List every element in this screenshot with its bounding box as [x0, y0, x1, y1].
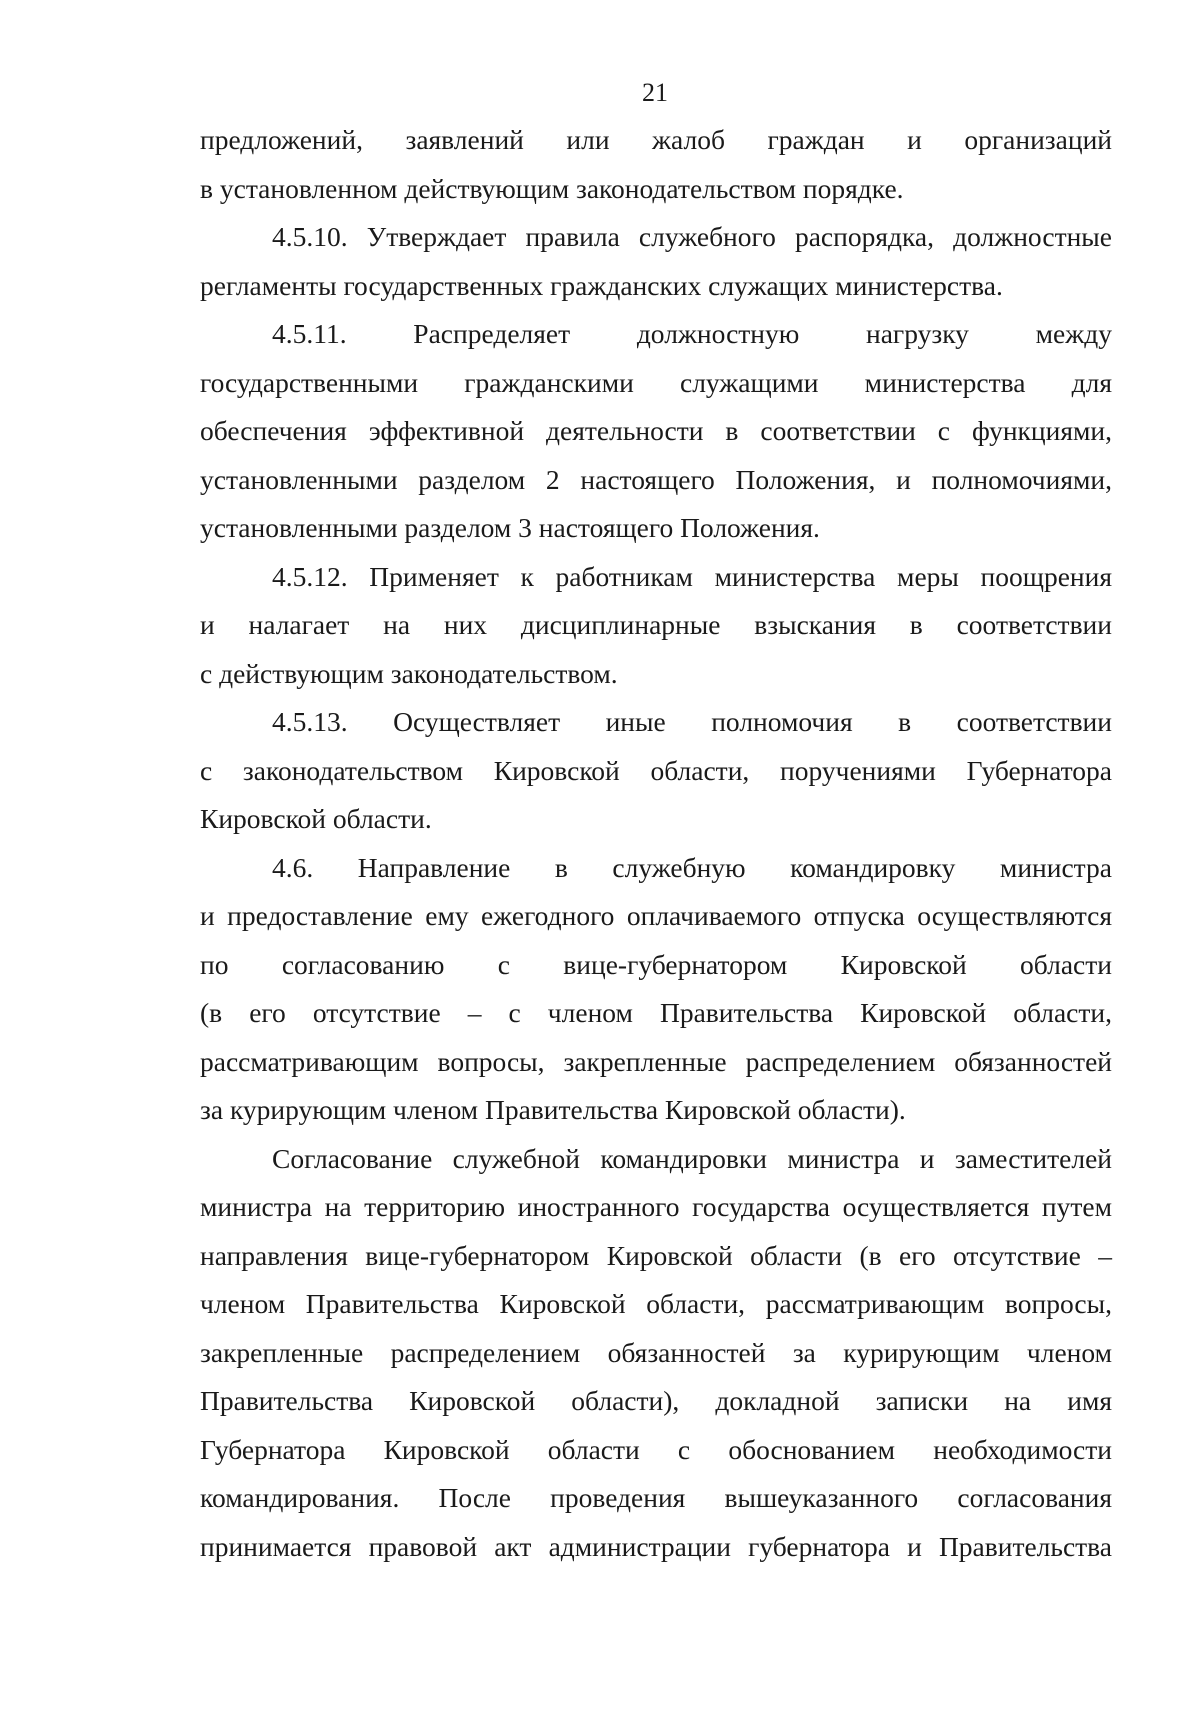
text-line: с действующим законодательством. [200, 657, 618, 689]
text-line: государственными гражданскими служащими министерства для [200, 366, 1112, 398]
paragraph-p-agreement [200, 1135, 1112, 1572]
text-line: закрепленные распределением обязанностей за курирующим членом [200, 1336, 1112, 1368]
text-line: 4.5.12. Применяет к работникам министерства меры поощрения [272, 560, 1112, 592]
text-line: Губернатора Кировской области с обоснованием необходимости [200, 1433, 1112, 1465]
text-line: по согласованию с вице-губернатором Кировской области [200, 948, 1112, 980]
page-number: 21 [642, 78, 668, 107]
text-line: в установленном действующим законодательством порядке. [200, 172, 904, 204]
text-line: предложений, заявлений или жалоб граждан и организаций [200, 124, 1112, 155]
text-line: Правительства Кировской области), докладной записки на имя [200, 1385, 1112, 1416]
text-line: министра на территорию иностранного государства осуществляется путем [200, 1191, 1112, 1222]
text-line: установленными разделом 3 настоящего Положения. [200, 512, 820, 543]
text-line: (в его отсутствие – с членом Правительства Кировской области, [200, 997, 1112, 1028]
text-line: 4.5.10. Утверждает правила служебного распорядка, должностные [272, 221, 1112, 252]
text-line: Кировской области. [200, 803, 432, 834]
paragraph-p-continuation [200, 116, 1112, 213]
text-line: Согласование служебной командировки министра и заместителей [272, 1142, 1112, 1174]
text-line: обеспечения эффективной деятельности в соответствии с функциями, [200, 415, 1112, 446]
text-line: членом Правительства Кировской области, рассматривающим вопросы, [200, 1288, 1112, 1319]
text-line: рассматривающим вопросы, закрепленные распределением обязанностей [200, 1045, 1112, 1077]
paragraph-p-4-5-12 [200, 553, 1112, 699]
text-line: командирования. После проведения вышеуказанного согласования [200, 1482, 1112, 1513]
text-line: за курирующим членом Правительства Кировской области). [200, 1094, 906, 1125]
text-line: 4.6. Направление в служебную командировку министра [272, 851, 1112, 883]
text-line: установленными разделом 2 настоящего Положения, и полномочиями, [200, 463, 1112, 495]
text-line: и налагает на них дисциплинарные взыскания в соответствии [200, 609, 1112, 640]
paragraph-p-4-6 [200, 844, 1112, 1135]
text-line: с законодательством Кировской области, поручениями Губернатора [200, 754, 1112, 786]
text-line: направления вице-губернатором Кировской области (в его отсутствие – [200, 1239, 1112, 1271]
text-line: регламенты государственных гражданских служащих министерства. [200, 269, 1003, 301]
paragraph-p-4-5-10 [200, 213, 1112, 310]
text-line: и предоставление ему ежегодного оплачиваемого отпуска осуществляются [200, 900, 1112, 931]
text-line: принимается правовой акт администрации губернатора и Правительства [200, 1530, 1112, 1562]
text-line: 4.5.11. Распределяет должностную нагрузку между [272, 318, 1112, 349]
paragraph-p-4-5-13 [200, 698, 1112, 844]
paragraph-p-4-5-11 [200, 310, 1112, 553]
body-text [200, 116, 1112, 1571]
text-line: 4.5.13. Осуществляет иные полномочия в соответствии [272, 706, 1112, 737]
